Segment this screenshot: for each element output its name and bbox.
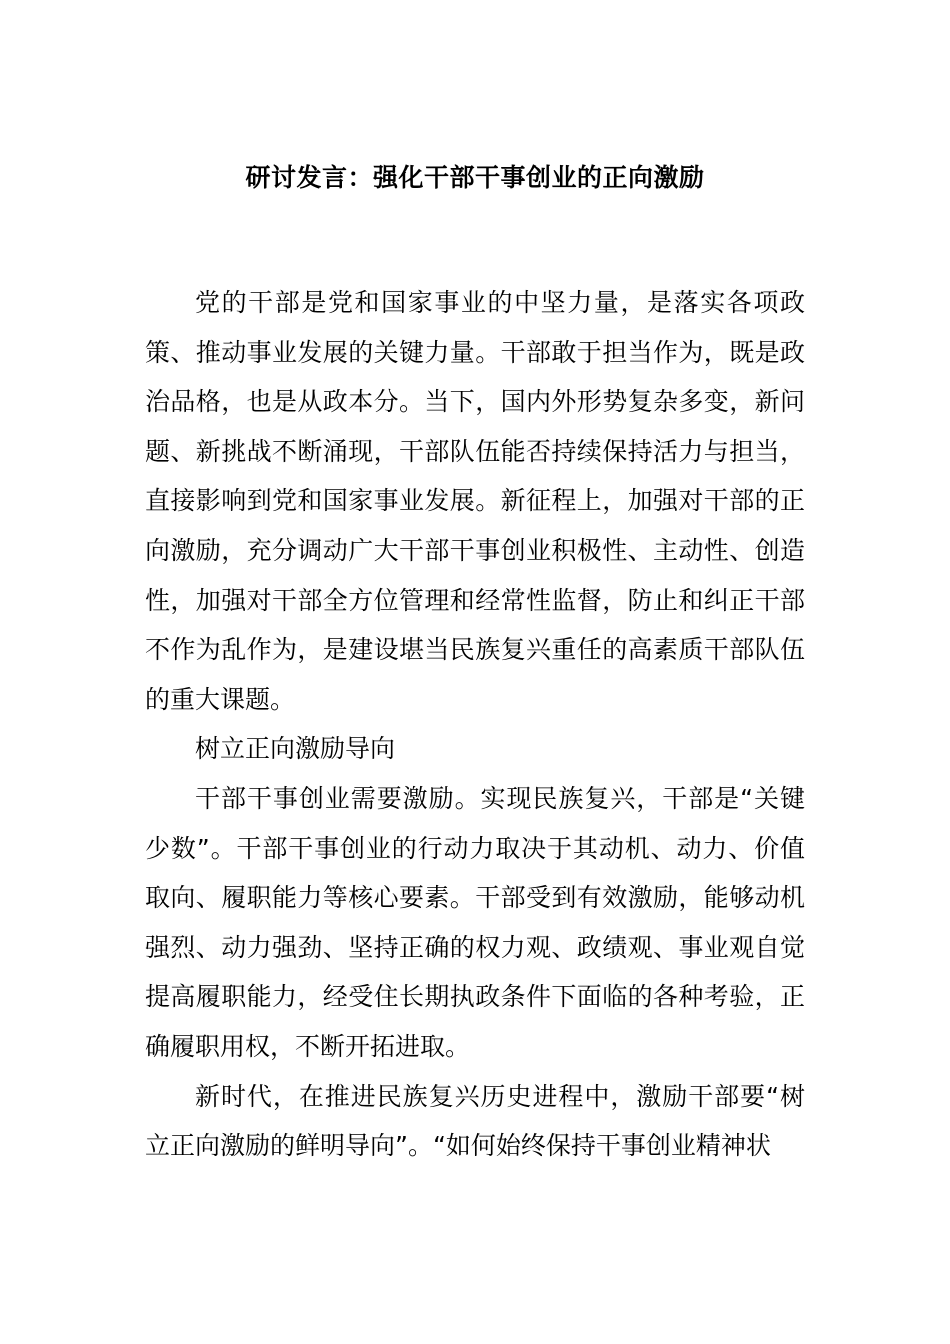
document-title: 研讨发言：强化干部干事创业的正向激励 — [245, 163, 705, 192]
document-body — [145, 278, 805, 1171]
paragraph-incentive-need: 干部干事创业需要激励。实现民族复兴，干部是“关键少数”。干部干事创业的行动力取决于其动机、动力、价值取向、履职能力等核心要素。干部受到有效激励，能够动机强烈、动力强劲、坚持正确的权力观、政绩观、事业观自觉提高履职能力，经受住长期执政条件下面临的各种考验，正确履职用权，不断开拓进取。 — [145, 783, 805, 1061]
section-heading: 树立正向激励导向 — [195, 734, 396, 764]
paragraph-new-era: 新时代，在推进民族复兴历史进程中，激励干部要“树立正向激励的鲜明导向”。“如何始终保持干事创业精神状 — [145, 1081, 805, 1161]
paragraph-intro: 党的干部是党和国家事业的中坚力量，是落实各项政策、推动事业发展的关键力量。干部敢于担当作为，既是政治品格，也是从政本分。当下，国内外形势复杂多变，新问题、新挑战不断涌现，干部队伍能否持续保持活力与担当，直接影响到党和国家事业发展。新征程上，加强对干部的正向激励，充分调动广大干部干事创业积极性、主动性、创造性，加强对干部全方位管理和经常性监督，防止和纠正干部不作为乱作为，是建设堪当民族复兴重任的高素质干部队伍的重大课题。 — [145, 288, 805, 714]
